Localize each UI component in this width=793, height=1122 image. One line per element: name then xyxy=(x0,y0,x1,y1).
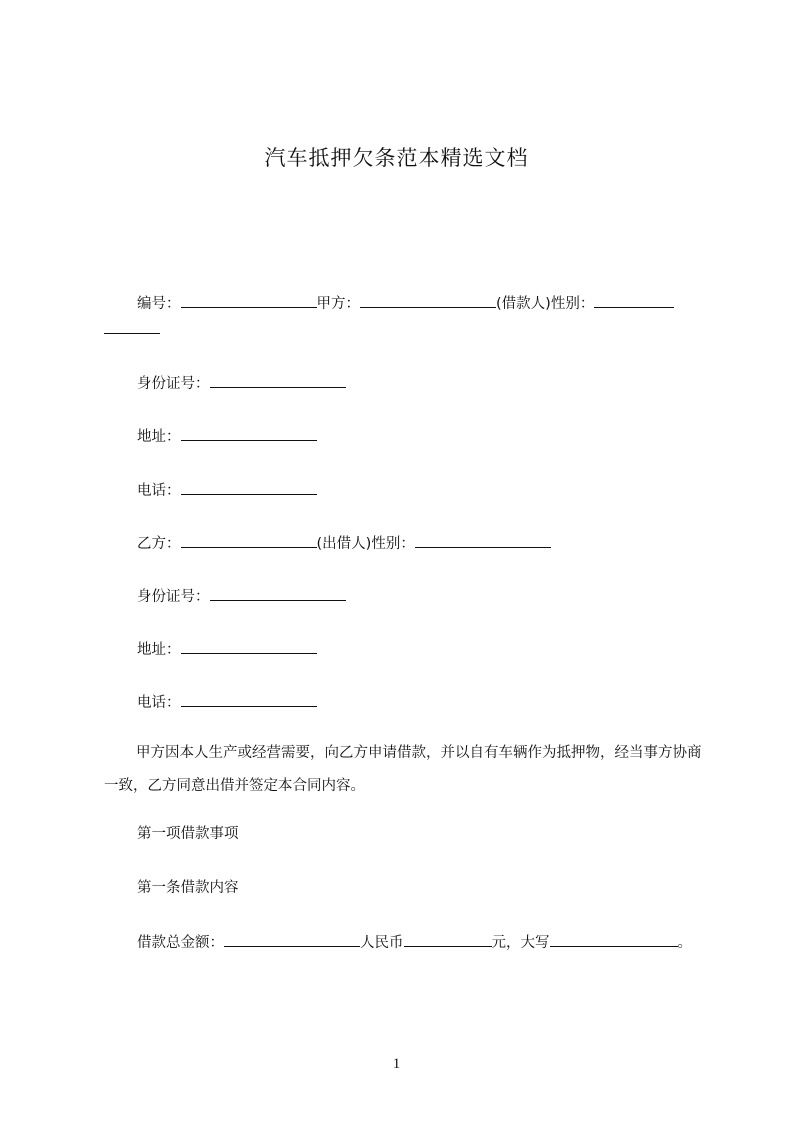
loan-amount-blank[interactable] xyxy=(224,931,360,947)
number-label: 编号： xyxy=(137,296,181,312)
party-a-name-blank[interactable] xyxy=(360,292,496,308)
article-1-heading: 第一条借款内容 xyxy=(137,880,239,896)
party-b-address-line xyxy=(137,638,317,660)
party-b-role-sex-label: (出借人)性别： xyxy=(316,536,415,552)
party-a-address-line xyxy=(137,425,317,447)
currency-label: 人民币 xyxy=(360,935,404,951)
party-a-role-sex-label: (借款人)性别： xyxy=(496,296,595,312)
party-b-address-label: 地址： xyxy=(137,642,181,658)
party-a-sex-blank-continuation xyxy=(104,318,160,340)
party-a-address-label: 地址： xyxy=(137,429,181,445)
end-mark: 。 xyxy=(677,935,692,951)
party-a-sex-blank[interactable] xyxy=(594,292,674,308)
party-a-id-blank[interactable] xyxy=(210,372,346,388)
document-title: 汽车抵押欠条范本精选文档 xyxy=(264,146,529,170)
section-1-heading: 第一项借款事项 xyxy=(137,826,239,842)
party-b-phone-line xyxy=(137,691,317,713)
amount-uppercase-blank[interactable] xyxy=(550,931,678,947)
number-blank[interactable] xyxy=(181,292,317,308)
party-b-id-blank[interactable] xyxy=(210,585,346,601)
amount-number-blank[interactable] xyxy=(404,931,492,947)
party-b-sex-blank[interactable] xyxy=(415,532,551,548)
party-b-name-blank[interactable] xyxy=(181,532,317,548)
party-a-phone-line xyxy=(137,479,317,501)
page-number: 1 xyxy=(392,1056,401,1072)
unit-label: 元，大写 xyxy=(491,935,550,951)
party-b-id-line xyxy=(137,585,346,607)
party-a-phone-blank[interactable] xyxy=(181,479,317,495)
party-b-header-line xyxy=(137,532,551,554)
party-a-header-line xyxy=(137,292,674,314)
party-a-phone-label: 电话： xyxy=(137,483,181,499)
party-a-label: 甲方： xyxy=(316,296,360,312)
party-a-address-blank[interactable] xyxy=(181,425,317,441)
party-b-phone-label: 电话： xyxy=(137,695,181,711)
party-a-id-label: 身份证号： xyxy=(137,376,210,392)
party-a-id-line xyxy=(137,372,346,394)
party-b-address-blank[interactable] xyxy=(181,638,317,654)
party-b-label: 乙方： xyxy=(137,536,181,552)
loan-amount-label: 借款总金额： xyxy=(137,935,224,951)
party-a-sex-blank-wrap[interactable] xyxy=(104,318,160,334)
party-b-phone-blank[interactable] xyxy=(181,691,317,707)
intro-paragraph: 甲方因本人生产或经营需要，向乙方申请借款，并以自有车辆作为抵押物，经当事方协商一致，乙方同意出借并签定本合同内容。 xyxy=(104,745,702,794)
loan-amount-line xyxy=(137,931,692,953)
party-b-id-label: 身份证号： xyxy=(137,589,210,605)
